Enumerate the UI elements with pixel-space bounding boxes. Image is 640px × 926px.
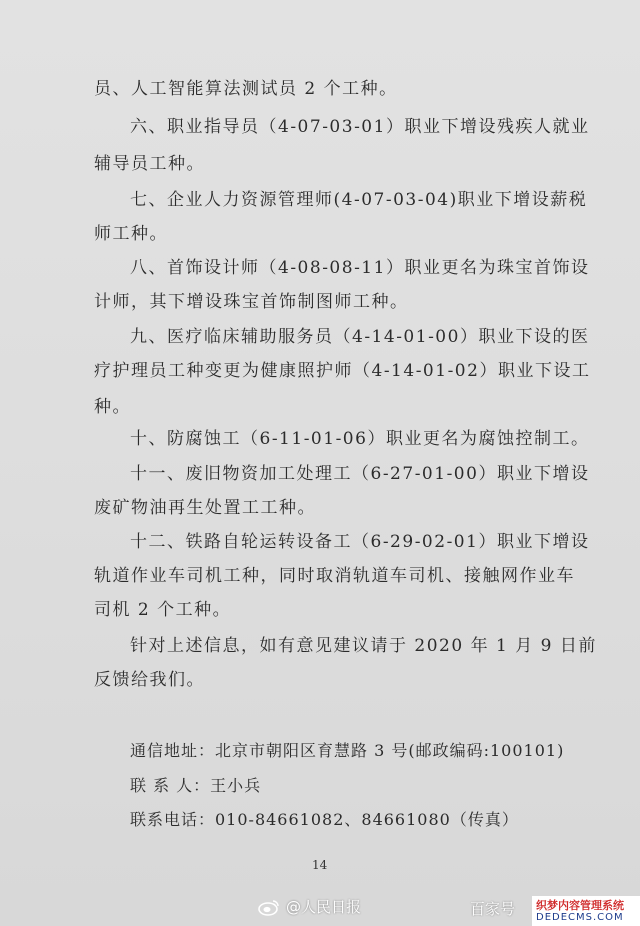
weibo-icon — [258, 898, 280, 916]
weibo-label: @人民日报 — [286, 898, 362, 916]
weibo-watermark — [258, 896, 361, 917]
site-name: 织梦内容管理系统 — [536, 899, 624, 912]
text-line: 员、人工智能算法测试员 2 个工种。 — [94, 79, 398, 99]
text-line: 八、首饰设计师（4-08-08-11）职业更名为珠宝首饰设 — [130, 258, 590, 278]
text-line: 疗护理员工种变更为健康照护师（4-14-01-02）职业下设工 — [94, 361, 591, 381]
text-line: 十二、铁路自轮运转设备工（6-29-02-01）职业下增设 — [130, 532, 590, 552]
text-line: 师工种。 — [94, 224, 168, 244]
text-line: 轨道作业车司机工种，同时取消轨道车司机、接触网作业车 — [94, 566, 575, 586]
text-line: 九、医疗临床辅助服务员（4-14-01-00）职业下设的医 — [130, 327, 590, 347]
text-line: 种。 — [94, 397, 131, 417]
text-line: 司机 2 个工种。 — [94, 600, 232, 620]
text-line: 废矿物油再生处置工工种。 — [94, 498, 316, 518]
contact-person: 联 系 人：王小兵 — [130, 776, 262, 795]
text-line: 十一、废旧物资加工处理工（6-27-01-00）职业下增设 — [130, 464, 590, 484]
text-line: 辅导员工种。 — [94, 154, 205, 174]
site-badge — [532, 896, 640, 926]
text-line: 针对上述信息，如有意见建议请于 2020 年 1 月 9 日前 — [130, 636, 597, 656]
text-line: 六、职业指导员（4-07-03-01）职业下增设残疾人就业 — [130, 117, 590, 137]
text-line: 反馈给我们。 — [94, 670, 205, 690]
page-number: 14 — [312, 858, 328, 872]
mailing-address: 通信地址：北京市朝阳区育慧路 3 号(邮政编码:100101) — [130, 741, 565, 760]
contact-phone: 联系电话：010-84661082、84661080（传真） — [130, 810, 519, 829]
text-line: 七、企业人力资源管理师(4-07-03-04)职业下增设薪税 — [130, 190, 588, 210]
text-line: 计师，其下增设珠宝首饰制图师工种。 — [94, 292, 409, 312]
platform-watermark: 百家号 — [470, 900, 516, 918]
site-domain: DEDECMS.COM — [536, 912, 624, 923]
text-line: 十、防腐蚀工（6-11-01-06）职业更名为腐蚀控制工。 — [130, 429, 590, 449]
